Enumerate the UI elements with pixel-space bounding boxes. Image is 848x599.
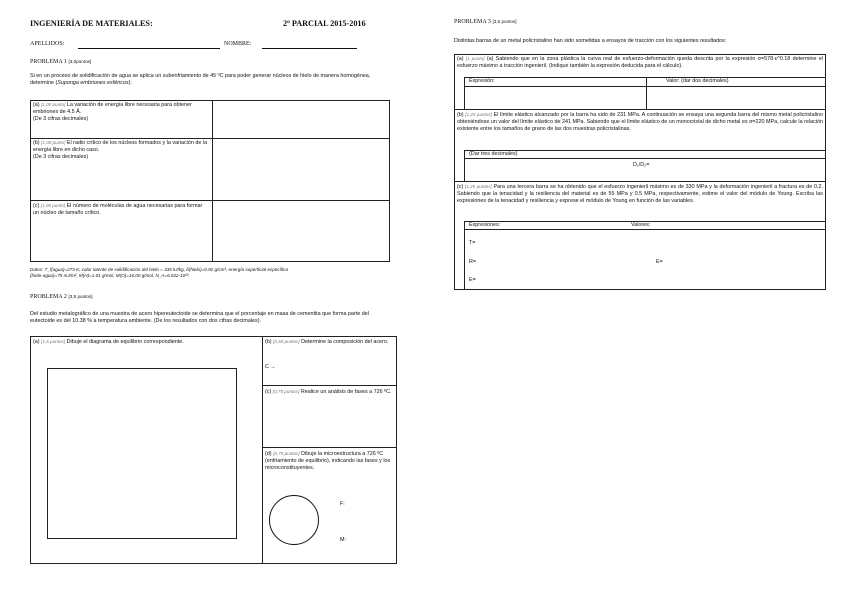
problem3-a-header-top [464, 77, 826, 78]
problem2-b-text: Determine la composición del acero. [301, 339, 389, 345]
problem1-b-points: [1,00 punto] [41, 140, 66, 145]
problem1-a-question [33, 102, 209, 123]
problem3-b-left-edge [464, 150, 465, 181]
apellidos-label: APELLIDOS: [30, 41, 65, 47]
problem2-points: [3,5 puntos] [68, 294, 93, 299]
problem2-c-points: [0,75 puntos] [272, 389, 300, 394]
microstructure-circle[interactable] [269, 495, 319, 545]
problem2-d-text: Dibuje la microestructura a 726 ºC (enfriamiento de equilibrio), indicando las fases y los microconstituyentes. [265, 451, 391, 471]
problem3-heading [454, 19, 517, 25]
problem2-a-question [33, 339, 259, 346]
problem3-b-header-bottom [464, 158, 826, 159]
apellidos-field[interactable] [78, 48, 220, 49]
header-exam: 2º PARCIAL 2015-2016 [283, 19, 366, 28]
problem3-a-value-answer[interactable] [648, 87, 824, 108]
problem1-b-text: El radio crítico de los núcleos formados y la variación de la energía libre en dicho caso. [33, 140, 208, 153]
problem3-row-sep-1 [454, 109, 826, 110]
problem2-a-text: Dibuje el diagrama de equilibrio correspondiente. [66, 339, 184, 345]
problem3-c-values-answer[interactable] [668, 236, 818, 288]
problem1-a-digits: (De 3 cifras decimales) [33, 116, 89, 122]
problem2-d-points: [0,75 puntos] [273, 451, 300, 456]
problem3-b-answer[interactable] [660, 160, 810, 178]
problem1-c-answer[interactable] [214, 201, 388, 261]
problem3-points: [3,5 puntos] [492, 19, 517, 24]
problem1-c-text: El número de moléculas de agua necesarias para formar un núcleo de tamaño crítico. [33, 203, 203, 216]
problem1-heading [30, 59, 91, 65]
problem3-a-points: [1 punto] [465, 56, 485, 61]
problem3-b-question [457, 112, 823, 133]
problem3-c-tag: (c) [457, 184, 464, 190]
problem1-c-tag: (c) [33, 203, 40, 209]
problem3-title: PROBLEMA 3 [454, 19, 491, 25]
problem2-b-points: [0,50 puntos] [273, 339, 300, 344]
nombre-label: NOMBRE: [224, 41, 252, 47]
problem3-b-points: [1,25 puntos] [465, 112, 492, 117]
problem2-c-answer[interactable] [264, 404, 395, 446]
problem2-d-tag: (d) [265, 451, 272, 457]
problem1-b-tag: (b) [33, 140, 40, 146]
problem3-c-text: Para una tercera barra se ha obtenido que el esfuerzo ingenieril máximo es de 330 MPa y la deformación ingenieril a fractura es de 0.2. Sabiendo que la tenacidad y la resiliencia del material es de 55 MPa y 0.5 MPa, respectivamente, estime el valor del módulo de Young. Escriba las expresiones de la tenacidad y resiliencia y exprese el módulo de Young en función de las variables. [457, 184, 823, 204]
problem1-text-italic: Suponga embriones esféricos [57, 80, 129, 86]
problem1-points: [3,0puntos] [68, 59, 92, 64]
problem3-a-expression-answer[interactable] [466, 87, 645, 108]
problem1-c-question [33, 203, 209, 217]
problem3-a-text: (a) Sabiendo que en la zona plástica la curva real de esfuerzo-deformación queda descrita por la expresión σ=578·ε^0.18 determine el esfuerzo máximo a tracción ingenieril. (Indique también la expresión deducida para el cálculo). [457, 56, 824, 69]
problem3-c-toughness-label: T= [469, 240, 476, 246]
problem3-c-resilience-label: R= [469, 259, 477, 265]
phase-diagram-drawing-area[interactable] [47, 368, 237, 539]
problem3-a-tag: (a) [457, 56, 464, 62]
problem3-c-question [457, 184, 823, 205]
nombre-field[interactable] [262, 48, 357, 49]
problem3-b-tag: (b) [457, 112, 464, 118]
problem1-data-line1: Datos: T_f(agua)=273 K, calor latente de solidificación del hielo = 335 kJ/kg, δ(hielo)=0.92 g/cm³, energía superficial específica [30, 267, 289, 272]
problem2-c-text: Realice un análisis de fases a 726 ºC. [300, 389, 392, 395]
problem1-text: Si en un proceso de solidificación de agua se aplica un subenfriamiento de 45 ºC para poder generar núcleos de hielo de manera homogénea, determine ( [30, 73, 371, 86]
problem1-c-points: [1,00 punto] [40, 203, 66, 208]
problem3-statement: Distintas barras de un metal policristalino han sido sometidas a ensayos de tracción con los siguientes resultados: [454, 38, 727, 44]
problem2-c-tag: (c) [265, 389, 272, 395]
problem3-b-digits: (Dar tres decimales) [469, 151, 518, 157]
problem3-a-col-expression: Expresión: [469, 78, 495, 84]
problem2-heading [30, 294, 93, 300]
problem1-a-tag: (a) [33, 102, 40, 108]
problem3-c-col-values: Valores: [631, 222, 651, 228]
problem3-b-header-top [464, 150, 826, 151]
problem2-d-micro-label: M: [340, 537, 346, 543]
problem1-b-answer[interactable] [214, 139, 388, 199]
problem3-c-young-value-label: E= [656, 259, 663, 265]
problem1-a-text: La variación de energía libre necesaria para obtener embriones de 4.5 Å. [33, 102, 192, 115]
problem1-data-line2: (hielo-agua)=75 mJ/m², M(H)=1.01 g/mol, M(O)=16.00 g/mol, N_A=6.022·10²³. [30, 273, 190, 278]
problem2-b-answer-label: C → [265, 364, 276, 370]
problem1-divider [212, 100, 213, 262]
problem3-c-col-expressions: Expresiones: [469, 222, 501, 228]
problem2-d-ferrite-label: F: [340, 501, 345, 507]
problem3-c-expressions-answer[interactable] [478, 236, 628, 288]
header-title: INGENIERÍA DE MATERIALES: [30, 19, 153, 28]
problem1-b-digits: (De 3 cifras decimales) [33, 154, 89, 160]
problem3-a-mid-divider [646, 77, 647, 109]
problem1-data [30, 267, 392, 279]
problem1-title: PROBLEMA 1 [30, 59, 67, 65]
problem3-a-left-edge [464, 77, 465, 109]
problem3-b-answer-label: D₁/D₂= [633, 162, 650, 168]
problem2-row-sep-2 [262, 447, 397, 448]
problem2-statement: Del estudio metalográfico de una muestra de acero hipereutectoide se determina que el porcentaje en masa de cementita que forma parte del eutectoide es del 10.38 % a temperatura ambiente. (De los resultados con dos cifras decimales). [30, 311, 369, 324]
problem2-a-points: [1,5 puntos] [41, 339, 66, 344]
problem2-b-tag: (b) [265, 339, 272, 345]
problem2-title: PROBLEMA 2 [30, 294, 67, 300]
problem1-statement [30, 73, 390, 87]
problem2-row-sep-1 [262, 385, 397, 386]
problem3-c-points: [1,25 puntos] [465, 184, 492, 189]
problem3-a-col-value: Valor: (dar dos decimales) [666, 78, 729, 84]
problem1-a-answer[interactable] [214, 101, 388, 137]
problem3-c-left-edge [464, 221, 465, 290]
problem1-text-end: ): [128, 80, 132, 86]
problem2-divider [262, 336, 263, 564]
problem3-c-young-expression-label: E= [469, 277, 476, 283]
problem2-d-question [265, 451, 395, 472]
problem1-a-points: [1,00 punto] [41, 102, 66, 107]
problem3-b-text: El límite elástico alcanzado por la barra ha sido de 231 MPa. A continuación se ensaya una segunda barra del mismo metal policristalino obteniéndose un valor del límite elástico de 241 MPa. Sabiendo que el límite elástico de un monocristal de dicho metal es σ=220 MPa, calcule la relación existente entre los tamaños de grano de las dos muestras policristalinas. [457, 112, 823, 132]
problem1-b-question [33, 140, 209, 161]
problem2-c-question [265, 389, 395, 396]
problem2-a-tag: (a) [33, 339, 40, 345]
problem3-a-question [457, 56, 823, 70]
problem2-b-question [265, 339, 395, 346]
problem3-row-sep-2 [454, 181, 826, 182]
problem3-c-header-bottom [464, 229, 826, 230]
